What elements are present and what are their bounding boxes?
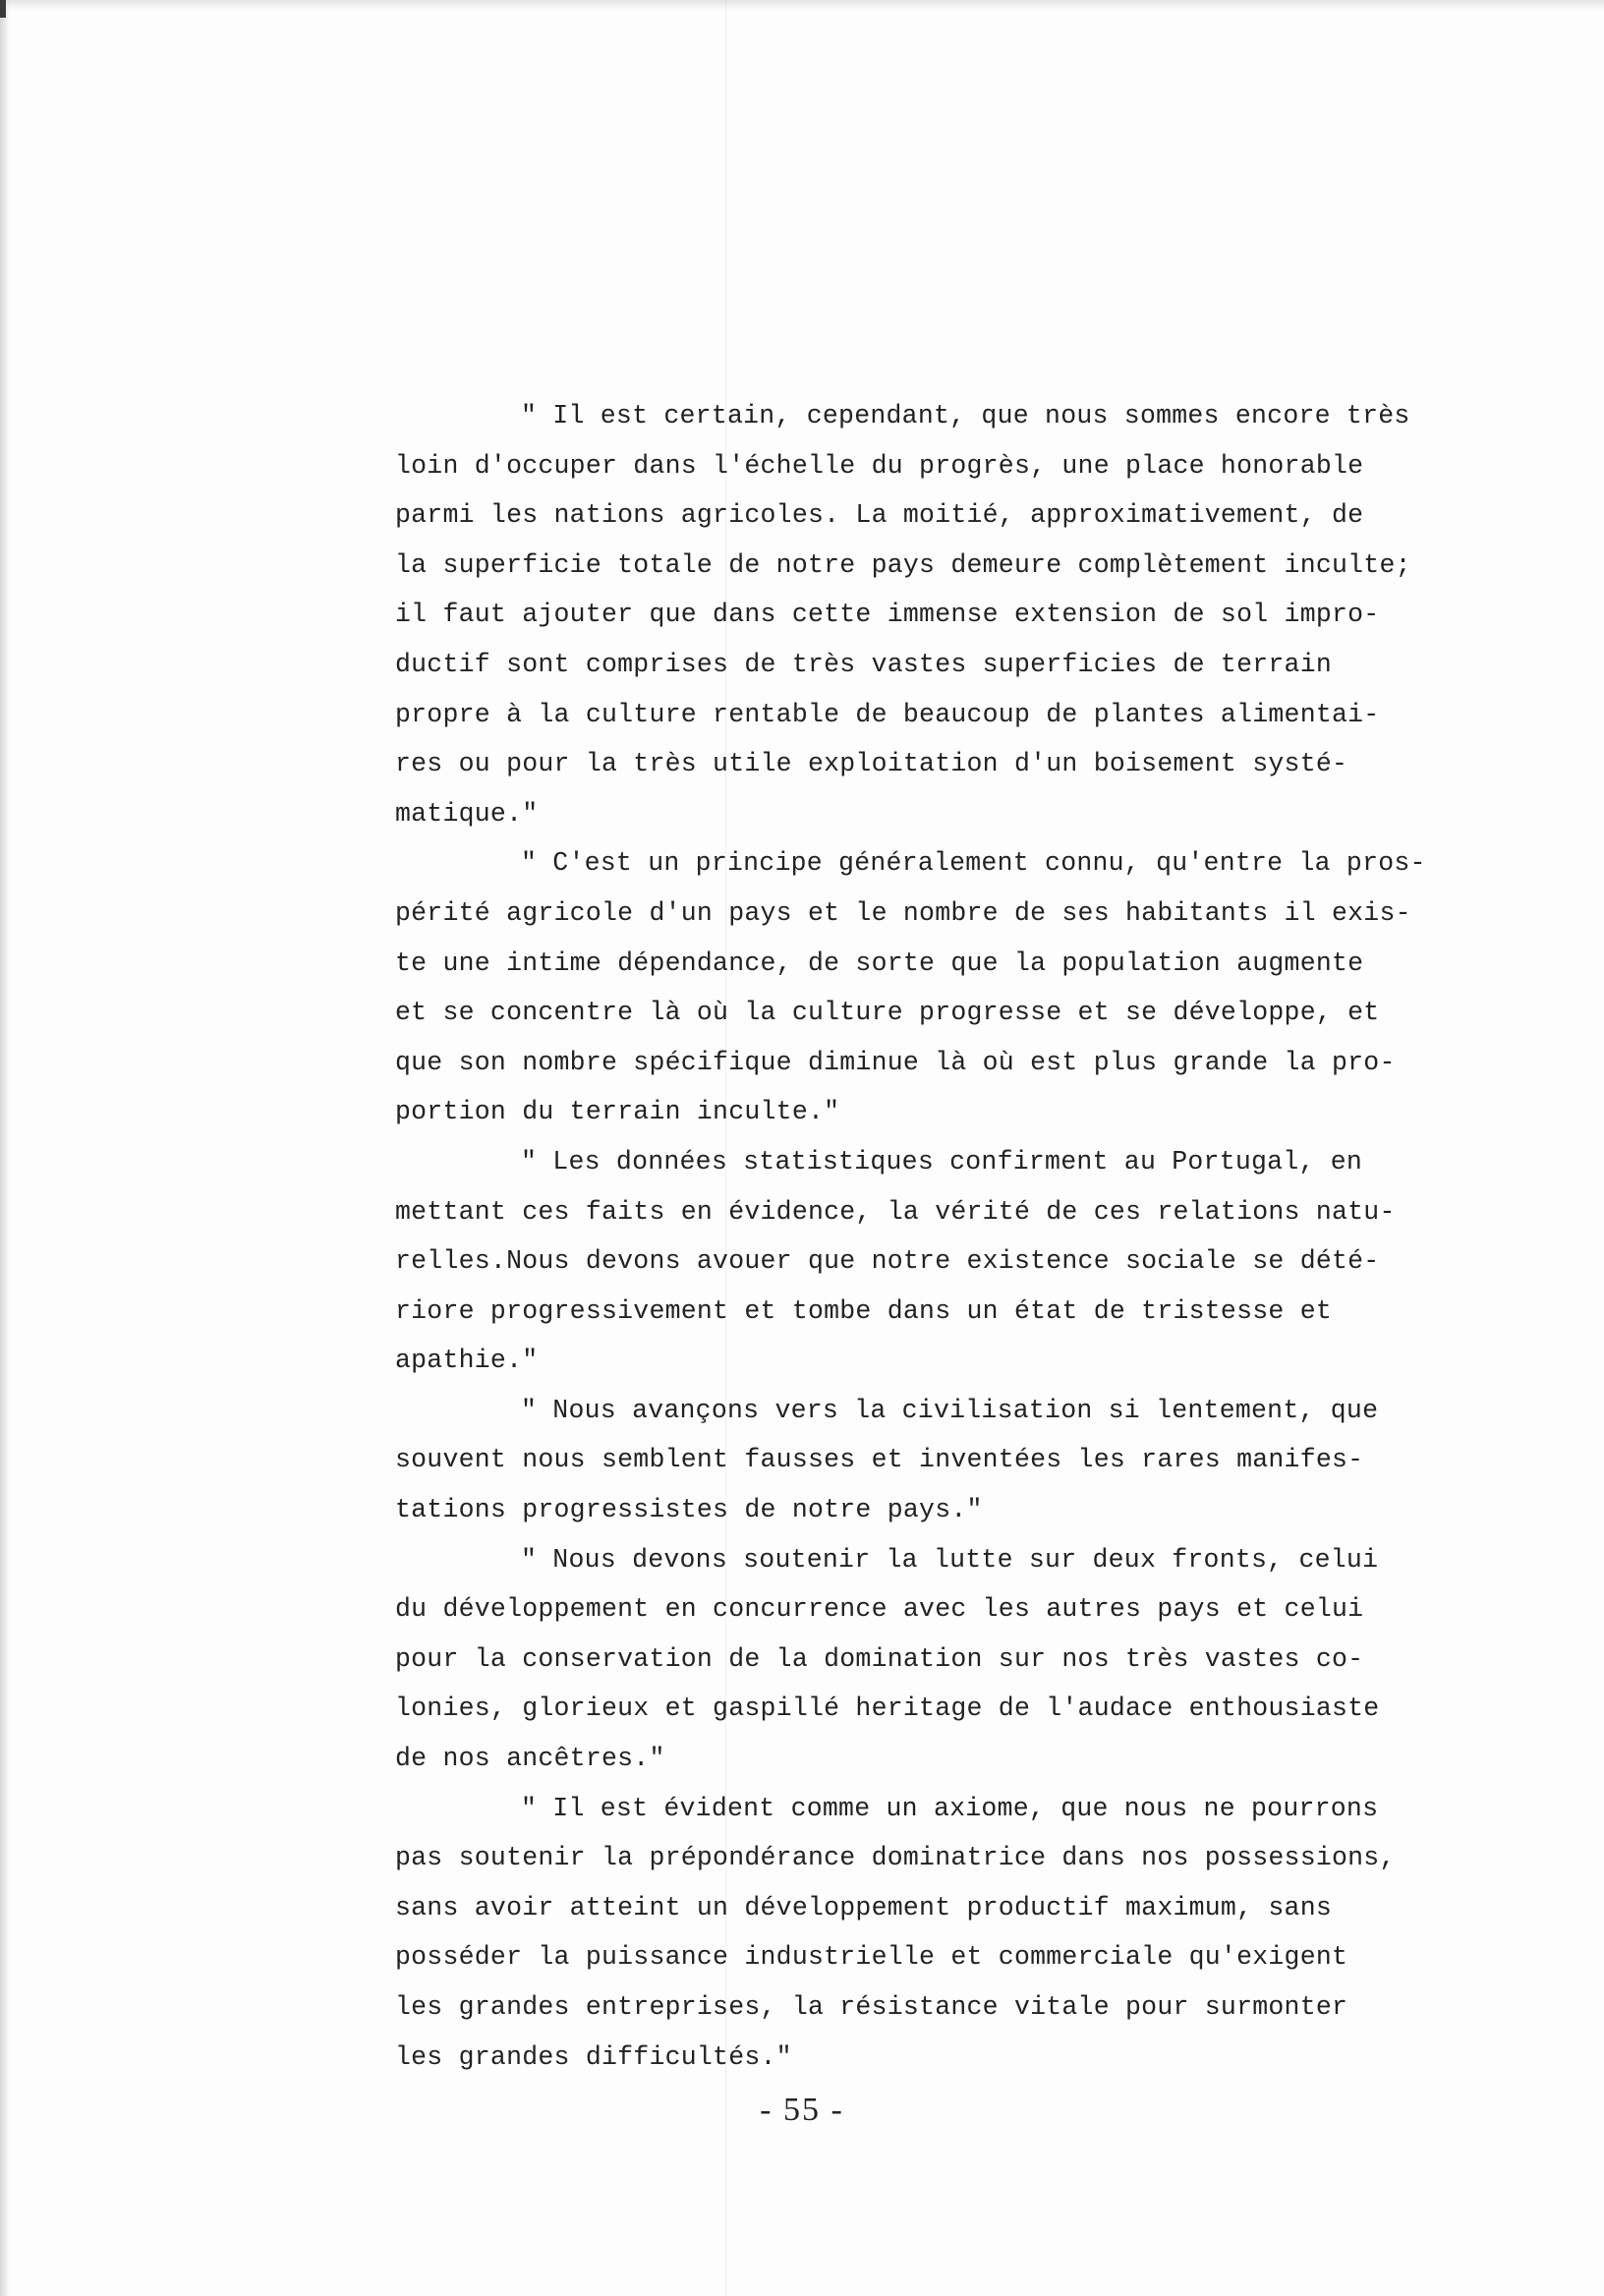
- text-line: tations progressistes de notre pays.": [395, 1495, 983, 1525]
- text-line: posséder la puissance industrielle et commerciale qu'exigent: [395, 1942, 1348, 1973]
- paragraph: [395, 391, 1486, 838]
- text-line: " Il est évident comme un axiome, que nous ne pourrons: [521, 1793, 1379, 1823]
- paragraph: [395, 1386, 1486, 1535]
- text-line: la superficie totale de notre pays demeure complètement inculte;: [395, 549, 1411, 580]
- text-line: souvent nous semblent fausses et inventées les rares manifes-: [395, 1445, 1364, 1475]
- text-line: lonies, glorieux et gaspillé heritage de l'audace enthousiaste: [395, 1693, 1380, 1724]
- text-line: relles.Nous devons avouer que notre existence sociale se dété-: [395, 1246, 1380, 1277]
- text-line: " Nous avançons vers la civilisation si lentement, que: [521, 1395, 1379, 1425]
- text-body: [395, 391, 1486, 2082]
- text-line: sans avoir atteint un développement productif maximum, sans: [395, 1892, 1333, 1923]
- text-line: les grandes entreprises, la résistance vitale pour surmonter: [395, 1992, 1348, 2022]
- text-line: du développement en concurrence avec les autres pays et celui: [395, 1594, 1364, 1625]
- text-line: riore progressivement et tombe dans un état de tristesse et: [395, 1295, 1333, 1326]
- text-line: mettant ces faits en évidence, la vérité de ces relations natu-: [395, 1196, 1396, 1227]
- text-line: pour la conservation de la domination sur nos très vastes co-: [395, 1643, 1364, 1674]
- text-line: te une intime dépendance, de sorte que la population augmente: [395, 947, 1364, 978]
- text-line: " Nous devons soutenir la lutte sur deux fronts, celui: [521, 1544, 1379, 1575]
- scan-edge-left: [0, 0, 10, 2296]
- text-line: les grandes difficultés.": [395, 2041, 792, 2072]
- text-line: périté agricole d'un pays et le nombre de ses habitants il exis-: [395, 897, 1411, 928]
- text-line: propre à la culture rentable de beaucoup de plantes alimentai-: [395, 699, 1380, 729]
- paragraph: [395, 838, 1486, 1137]
- text-line: portion du terrain inculte.": [395, 1097, 840, 1127]
- scan-mark: [0, 0, 6, 18]
- text-line: parmi les nations agricoles. La moitié, approximativement, de: [395, 500, 1364, 531]
- text-line: " Les données statistiques confirment au Portugal, en: [521, 1146, 1363, 1177]
- text-line: matique.": [395, 798, 539, 829]
- text-line: res ou pour la très utile exploitation d'un boisement systé-: [395, 749, 1348, 779]
- text-line: que son nombre spécifique diminue là où est plus grande la pro-: [395, 1047, 1396, 1077]
- text-line: apathie.": [395, 1346, 539, 1376]
- text-line: de nos ancêtres.": [395, 1744, 665, 1774]
- paragraph: [395, 1137, 1486, 1386]
- text-line: et se concentre là où la culture progresse et se développe, et: [395, 998, 1380, 1028]
- page-number: - 55 -: [760, 2092, 844, 2128]
- paragraph: [395, 1784, 1486, 2083]
- text-line: il faut ajouter que dans cette immense extension de sol impro-: [395, 600, 1380, 630]
- text-line: " Il est certain, cependant, que nous sommes encore très: [521, 401, 1410, 430]
- paragraph: [395, 1535, 1486, 1784]
- text-line: loin d'occuper dans l'échelle du progrès, une place honorable: [395, 450, 1364, 481]
- text-line: " C'est un principe généralement connu, qu'entre la pros-: [521, 848, 1426, 879]
- text-line: ductif sont comprises de très vastes superficies de terrain: [395, 649, 1333, 679]
- scan-edge-top: [0, 0, 1604, 10]
- text-line: pas soutenir la prépondérance dominatrice dans nos possessions,: [395, 1843, 1396, 1873]
